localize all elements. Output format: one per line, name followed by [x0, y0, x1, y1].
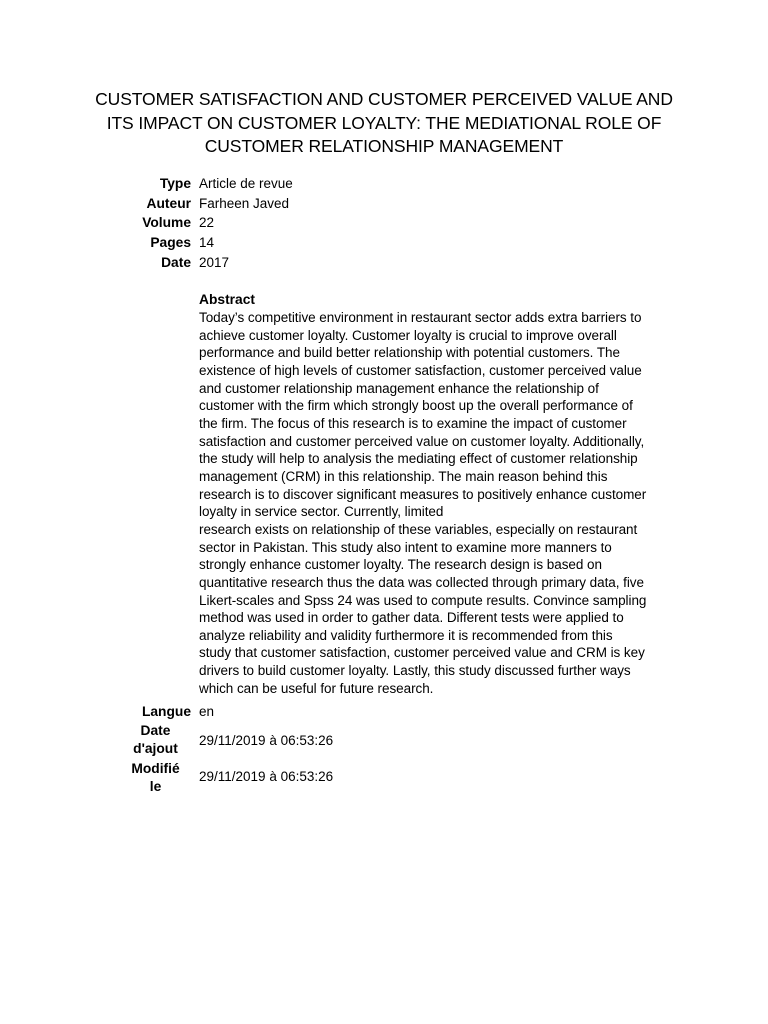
field-date-added-value: 29/11/2019 à 06:53:26: [199, 733, 334, 748]
field-type-value: Article de revue: [199, 176, 293, 191]
field-pages-value: 14: [199, 235, 215, 250]
field-author-label: Auteur: [146, 196, 191, 211]
abstract-heading: Abstract: [199, 292, 255, 307]
field-volume-label: Volume: [142, 215, 191, 230]
field-date-added-label: [120, 722, 191, 757]
field-author-value: Farheen Javed: [199, 196, 290, 211]
field-type: [0, 174, 700, 194]
document-title: CUSTOMER SATISFACTION AND CUSTOMER PERCEIVED VALUE AND ITS IMPACT ON CUSTOMER LOYALTY: THE MEDIATIONAL ROLE OF CUSTOMER RELATIONSHIP MANAGEMENT: [95, 89, 673, 156]
field-date-value: 2017: [199, 255, 230, 270]
field-modified-label: [120, 760, 191, 795]
field-language-value: en: [199, 704, 215, 719]
field-date-label: Date: [161, 255, 191, 270]
field-modified-label-line2: le: [149, 778, 162, 794]
abstract-text: Today’s competitive environment in restaurant sector adds extra barriers to achieve customer loyalty. Customer loyalty is crucial to improve overall performance and build better relationship with potential customers. The existence of high levels of customer satisfaction, customer perceived value and customer relationship management enhance the relationship of customer with the firm which strongly boost up the overall performance of the firm. The focus of this research is to examine the impact of customer satisfaction and customer perceived value on customer loyalty. Additionally, the study will help to analysis the mediating effect of customer relationship management (CRM) in this relationship. The main reason behind this research is to discover significant measures to positively enhance customer loyalty in service sector. Currently, limited research exists on relationship of these variables, especially on restaurant sector in Pakistan. This study also intent to examine more manners to strongly enhance customer loyalty. The research design is based on quantitative research thus the data was collected through primary data, five Likert-scales and Spss 24 was used to compute results. Convince sampling method was used in order to gather data. Different tests were applied to analyze reliability and validity furthermore it is recommended from this study that customer satisfaction, customer perceived value and CRM is key drivers to build customer loyalty. Lastly, this study discussed further ways which can be useful for future research.: [199, 310, 647, 696]
field-date-added-label-line1: Date: [140, 723, 171, 738]
field-pages: [0, 233, 700, 253]
field-volume: [0, 213, 700, 233]
field-modified-label-line1: Modifié: [131, 761, 180, 776]
field-modified-value: 29/11/2019 à 06:53:26: [199, 769, 334, 784]
field-language-label: Langue: [141, 704, 191, 719]
field-date-added-label-line2: d'ajout: [133, 740, 178, 756]
field-type-label: Type: [159, 176, 191, 191]
field-pages-label: Pages: [150, 235, 191, 250]
field-volume-value: 22: [199, 215, 215, 230]
field-language: [0, 702, 700, 722]
field-author: [0, 194, 700, 214]
field-date: [0, 253, 700, 273]
